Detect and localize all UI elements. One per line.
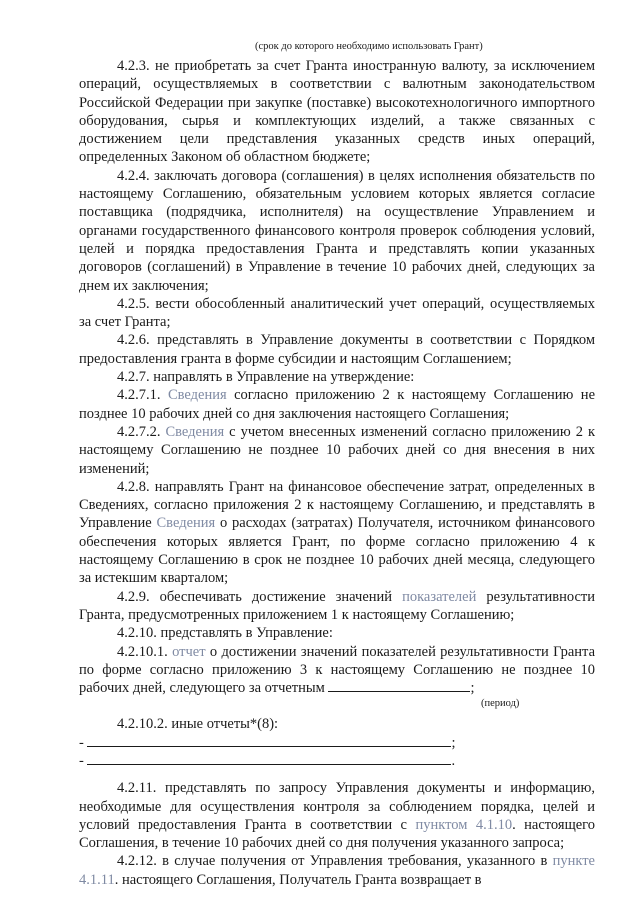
clause-text: 4.2.11. представлять по запросу Управления документы и информацию, необходимые для осуществления контроля за соблюдением порядка, целей и условий предоставления Гранта в соответствии с <box>79 780 595 833</box>
clause-text: о достижении значений показателей результативности Гранта по форме согласно приложению 3 к настоящему Соглашению не позднее 10 рабочих дней, следующего за отчетным <box>79 643 596 697</box>
row-end: . <box>451 752 456 769</box>
period-blank-line[interactable] <box>328 679 470 692</box>
document-body <box>79 40 595 889</box>
clause-text: 4.2.12. в случае получения от Управления требования, указанного в <box>117 853 553 870</box>
clause-4-2-11 <box>79 779 595 852</box>
deadline-caption: (срок до которого необходимо использовать Грант) <box>255 41 483 52</box>
link-clause-4-1-11[interactable]: пункте 4.1.11 <box>79 853 595 888</box>
clause-number: 4.2.10.1. <box>117 643 173 660</box>
clause-4-2-8 <box>79 478 595 588</box>
clause-number: 4.2.7.2. <box>117 423 166 440</box>
clause-text: о расходах (затратах) Получателя, источником финансового обеспечения которых является Грант, по форме согласно приложению 4 к настоящему Соглашению в срок не позднее 10 рабочих дней месяца, следующего за истекшим кварталом; <box>79 515 595 587</box>
dash: - <box>79 734 84 751</box>
link-indicators[interactable]: показателей <box>402 588 477 605</box>
other-report-row-2 <box>79 752 595 770</box>
clause-4-2-6: 4.2.6. представлять в Управление документы в соответствии с Порядком предоставления гранта в форме субсидии и настоящим Соглашением; <box>79 332 595 367</box>
other-report-row-1 <box>79 734 595 752</box>
clause-4-2-10-1 <box>79 643 595 698</box>
clause-text: 4.2.9. обеспечивать достижение значений <box>117 588 403 605</box>
clause-4-2-7-1 <box>79 386 595 423</box>
clause-text: с учетом внесенных изменений согласно приложению 2 к настоящему Соглашению не позднее 10 рабочих дней со дня внесения в них изменений; <box>79 423 596 477</box>
link-svedeniya[interactable]: Сведения <box>167 387 227 404</box>
clause-text: . настоящего Соглашения, в течение 10 рабочих дней со дня получения указанного запроса; <box>79 816 596 852</box>
clause-4-2-10-2: 4.2.10.2. иные отчеты*(8): <box>117 716 279 733</box>
link-report[interactable]: отчет <box>172 643 206 660</box>
clause-text: результативности Гранта, предусмотренных приложением 1 к настоящему Соглашению; <box>79 588 595 623</box>
clause-4-2-12 <box>79 852 595 889</box>
other-report-blank-2[interactable] <box>87 752 451 765</box>
clause-number: 4.2.7.1. <box>117 387 168 404</box>
clause-4-2-7: 4.2.7. направлять в Управление на утверждение: <box>117 369 415 386</box>
clause-text: . настоящего Соглашения, Получатель Гранта возвращает в <box>114 871 482 888</box>
clause-text: согласно приложению 2 к настоящему Соглашению не позднее 10 рабочих дней со дня заключения настоящего Соглашения; <box>79 387 596 422</box>
clause-4-2-10: 4.2.10. представлять в Управление: <box>117 625 333 642</box>
clause-4-2-7-2 <box>79 423 595 478</box>
link-svedeniya[interactable]: Сведения <box>165 423 225 440</box>
other-report-blank-1[interactable] <box>87 734 451 747</box>
link-svedeniya[interactable]: Сведения <box>156 515 216 532</box>
clause-4-2-9 <box>79 588 595 625</box>
link-clause-4-1-10[interactable]: пунктом 4.1.10 <box>415 816 513 833</box>
dash: - <box>79 752 84 769</box>
clause-4-2-5: 4.2.5. вести обособленный аналитический учет операций, осуществляемых за счет Гранта; <box>79 295 595 331</box>
row-end: ; <box>451 734 456 751</box>
clause-text: 4.2.8. направлять Грант на финансовое обеспечение затрат, определенных в Сведениях, согласно приложения 2 к настоящему Соглашению, и представлять в Управление <box>79 478 595 532</box>
clause-4-2-4: 4.2.4. заключать договора (соглашения) в целях исполнения обязательств по настоящему Соглашению, обязательным условием которых является согласие поставщика (подрядчика, исполнителя) на осуществление Управлением и органами государственного финансового контроля проверок соблюдения условий, целей и порядка предоставления Гранта и представлять копии указанных договоров (соглашений) в Управление в течение 10 рабочих дней, следующих за днем их заключения; <box>79 167 595 294</box>
clause-tail: ; <box>470 680 475 697</box>
clause-4-2-3: 4.2.3. не приобретать за счет Гранта иностранную валюту, за исключением операций, осуществляемых в соответствии с валютным законодательством Российской Федерации при закупке (поставке) высокотехнологичного импортного оборудования, сырья и комплектующих изделий, а также связанных с достижением цели представления указанных средств иных операций, определенных Законом об областном бюджете; <box>79 58 595 166</box>
period-caption: (период) <box>481 698 520 710</box>
